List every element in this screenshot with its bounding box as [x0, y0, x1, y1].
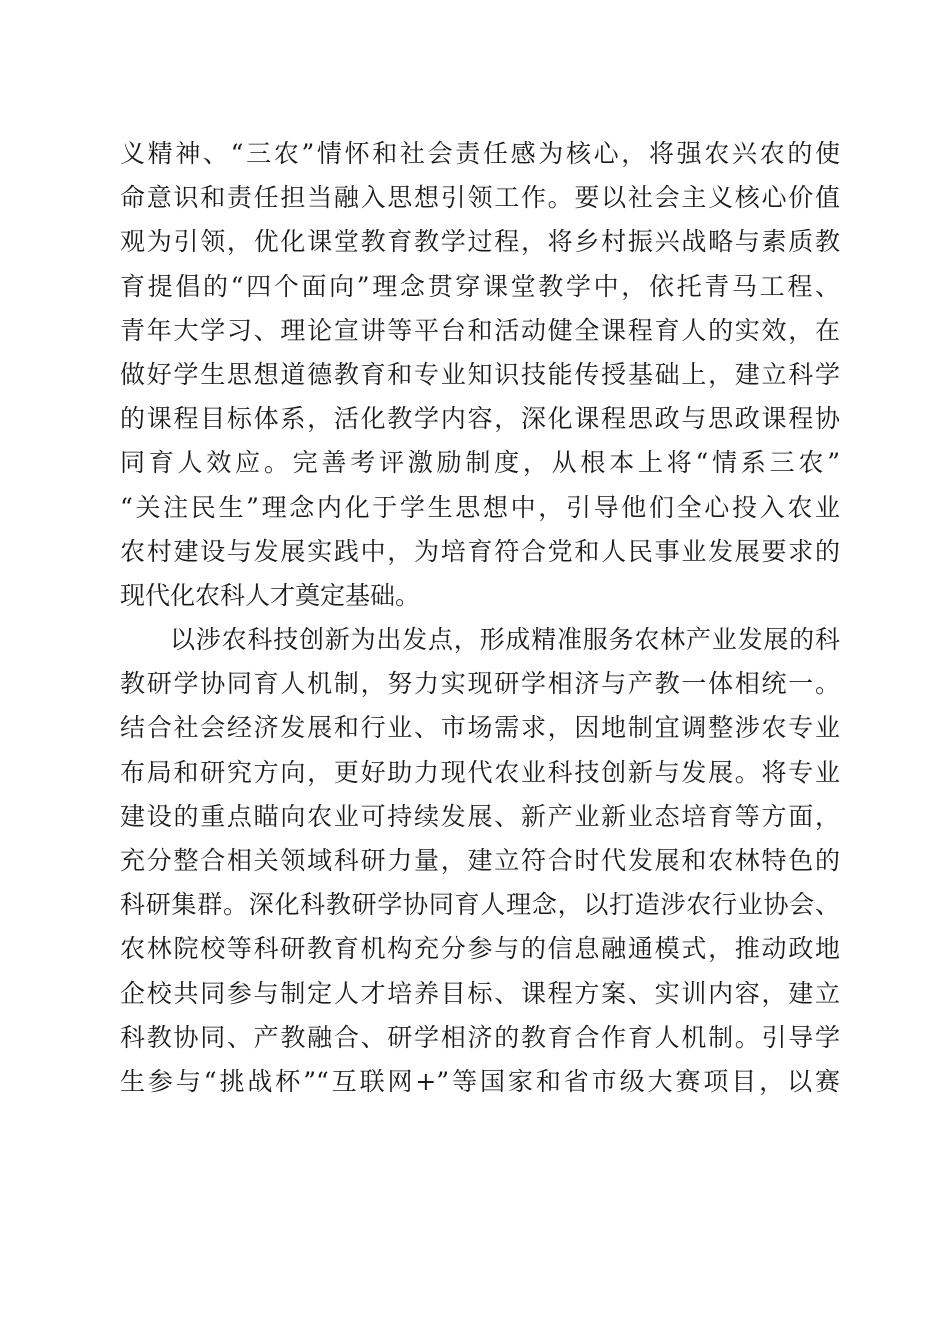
text-line: 企校共同参与制定人才培养目标、课程方案、实训内容，建立 — [120, 978, 840, 1008]
text-line: 结合社会经济发展和行业、市场需求，因地制宜调整涉农专业 — [120, 713, 840, 743]
text-line: 青年大学习、理论宣讲等平台和活动健全课程育人的实效，在 — [120, 315, 840, 345]
text-line: 观为引领，优化课堂教育教学过程，将乡村振兴战略与素质教 — [120, 227, 840, 257]
text-line: 做好学生思想道德教育和专业知识技能传授基础上，建立科学 — [120, 359, 840, 389]
text-line: 充分整合相关领域科研力量，建立符合时代发展和农林特色的 — [120, 846, 840, 875]
text-line: 农林院校等科研教育机构充分参与的信息融通模式，推动政地 — [120, 934, 840, 964]
text-line: “关注民生”理念内化于学生思想中，引导他们全心投入农业 — [120, 492, 840, 522]
text-line: 科教协同、产教融合、研学相济的教育合作育人机制。引导学 — [120, 1022, 840, 1052]
text-line: 建设的重点瞄向农业可持续发展、新产业新业态培育等方面， — [120, 801, 840, 831]
text-line: 农村建设与发展实践中，为培育符合党和人民事业发展要求的 — [120, 536, 840, 566]
text-line: 义精神、“三农”情怀和社会责任感为核心，将强农兴农的使 — [120, 139, 840, 168]
text-line: 生参与“挑战杯”“互联网+”等国家和省市级大赛项目，以赛 — [120, 1066, 840, 1096]
text-line: 的课程目标体系，活化教学内容，深化课程思政与思政课程协 — [120, 404, 840, 434]
text-line: 教研学协同育人机制，努力实现研学相济与产教一体相统一。 — [120, 669, 840, 699]
text-line: 布局和研究方向，更好助力现代农业科技创新与发展。将专业 — [120, 757, 840, 787]
text-line: 科研集群。深化科教研学协同育人理念，以打造涉农行业协会、 — [120, 890, 840, 920]
paragraph-first-line: 以涉农科技创新为出发点，形成精准服务农林产业发展的科 — [170, 625, 840, 655]
text-line: 命意识和责任担当融入思想引领工作。要以社会主义核心价值 — [120, 183, 840, 213]
body-text — [120, 132, 840, 1104]
text-line: 同育人效应。完善考评激励制度，从根本上将“情系三农” — [120, 448, 840, 478]
text-line: 育提倡的“四个面向”理念贯穿课堂教学中，依托青马工程、 — [120, 271, 840, 301]
paragraph-last-line: 现代化农科人才奠定基础。 — [120, 580, 421, 610]
